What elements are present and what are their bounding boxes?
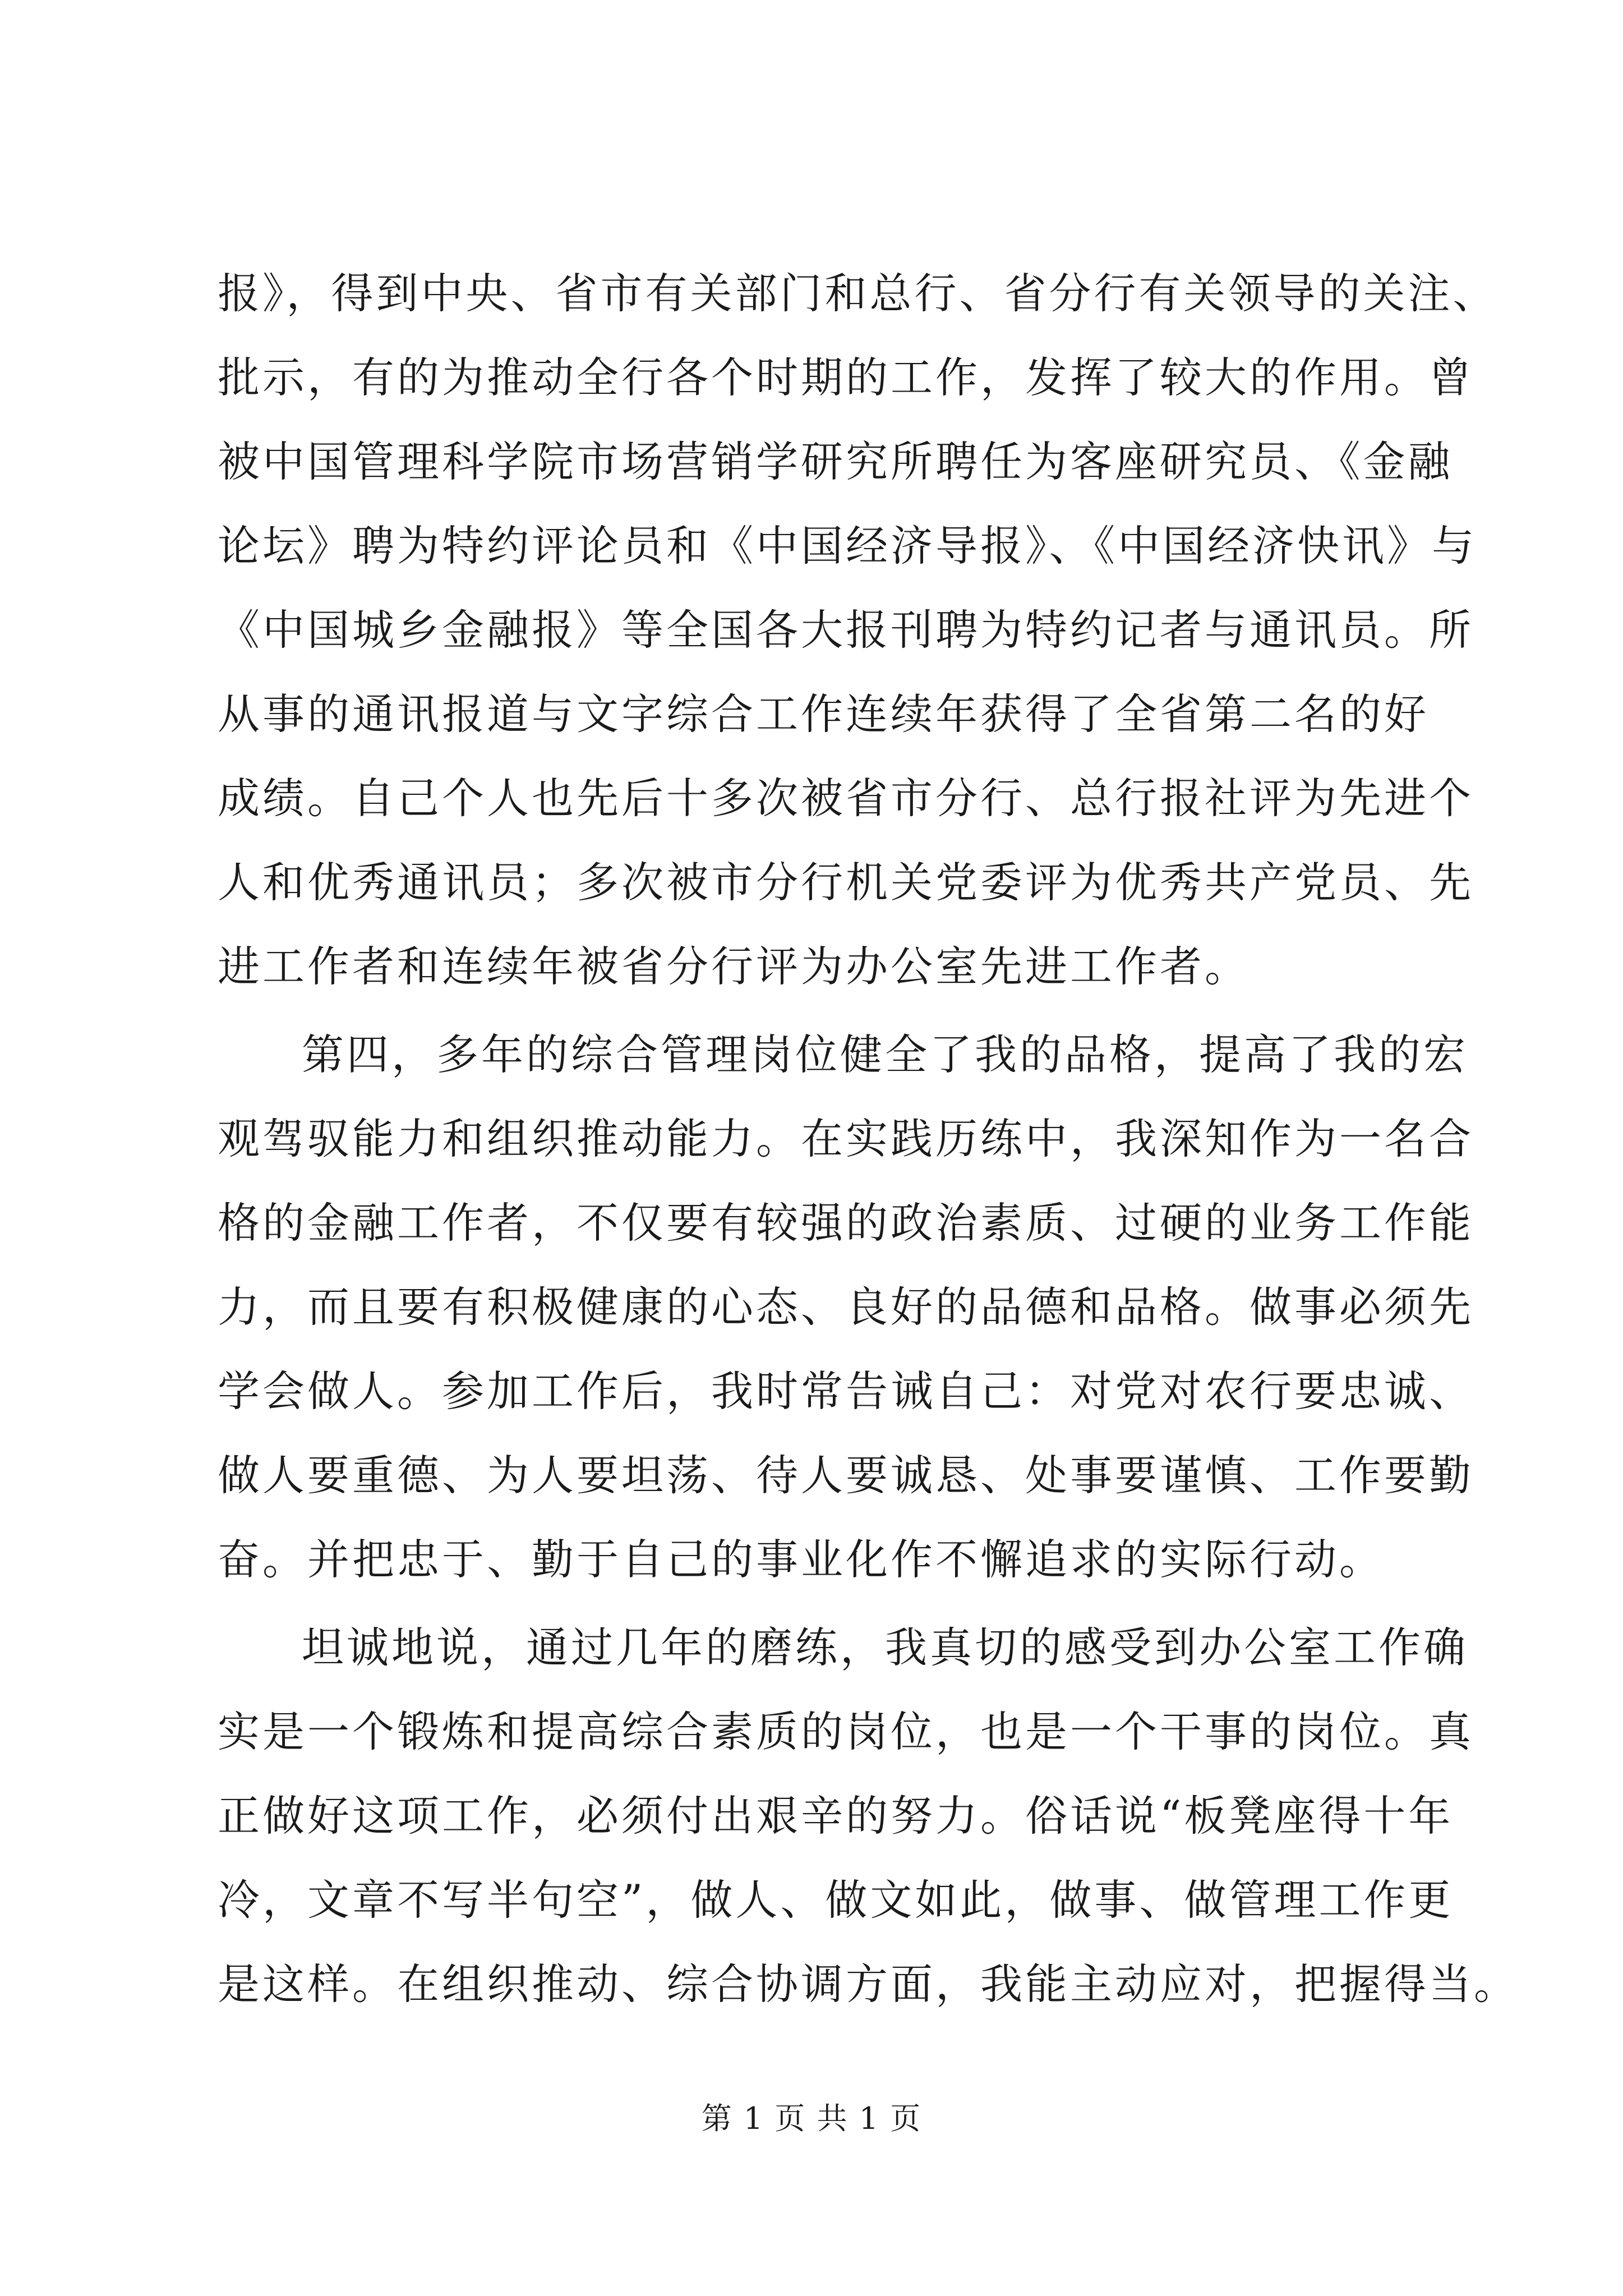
text-line: 正做好这项工作，必须付出艰辛的努力。俗话说“板凳座得十年 [218, 1791, 1454, 1841]
text-line: 《中国城乡金融报》等全国各大报刊聘为特约记者与通讯员。所 [218, 605, 1474, 655]
paragraph-1 [218, 251, 1498, 1009]
text-line: 格的金融工作者，不仅要有较强的政治素质、过硬的业务工作能 [218, 1198, 1474, 1248]
text-line: 进工作者和连续年被省分行评为办公室先进工作者。 [218, 942, 1250, 991]
page-number-label: 第 1 页 共 1 页 [701, 2101, 922, 2136]
text-line: 实是一个锻炼和提高综合素质的岗位，也是一个干事的岗位。真 [218, 1707, 1474, 1756]
text-line: 批示，有的为推动全行各个时期的工作，发挥了较大的作用。曾 [218, 353, 1474, 402]
paragraph-2 [218, 1013, 1474, 1602]
text-line: 学会做人。参加工作后，我时常告诫自己：对党对农行要忠诚、 [218, 1366, 1474, 1416]
text-line: 从事的通讯报道与文字综合工作连续年获得了全省第二名的好 [218, 689, 1430, 739]
paragraph-3 [218, 1605, 1519, 2026]
text-line: 论坛》聘为特约评论员和《中国经济导报》、《中国经济快讯》与 [218, 521, 1477, 570]
body-text [218, 251, 1519, 2026]
text-line: 第四，多年的综合管理岗位健全了我的品格，提高了我的宏 [302, 1030, 1469, 1079]
text-line: 是这样。在组织推动、综合协调方面，我能主动应对，把握得当。 [218, 1959, 1519, 2009]
text-line: 观驾驭能力和组织推动能力。在实践历练中，我深知作为一名合 [218, 1114, 1474, 1163]
page-footer [0, 2099, 1623, 2138]
text-line: 力，而且要有积极健康的心态、良好的品德和品格。做事必须先 [218, 1282, 1474, 1332]
text-line: 报》，得到中央、省市有关部门和总行、省分行有关领导的关注、 [218, 269, 1498, 318]
text-line: 奋。并把忠于、勤于自己的事业化作不懈追求的实际行动。 [218, 1535, 1385, 1584]
text-line: 坦诚地说，通过几年的磨练，我真切的感受到办公室工作确 [302, 1623, 1469, 1672]
text-line: 成绩。自己个人也先后十多次被省市分行、总行报社评为先进个 [218, 774, 1474, 823]
text-line: 做人要重德、为人要坦荡、待人要诚恳、处事要谨慎、工作要勤 [218, 1451, 1474, 1500]
text-line: 冷，文章不写半句空”，做人、做文如此，做事、做管理工作更 [218, 1875, 1454, 1925]
text-line: 人和优秀通讯员；多次被市分行机关党委评为优秀共产党员、先 [218, 858, 1474, 907]
text-line: 被中国管理科学院市场营销学研究所聘任为客座研究员、《金融 [218, 437, 1453, 486]
